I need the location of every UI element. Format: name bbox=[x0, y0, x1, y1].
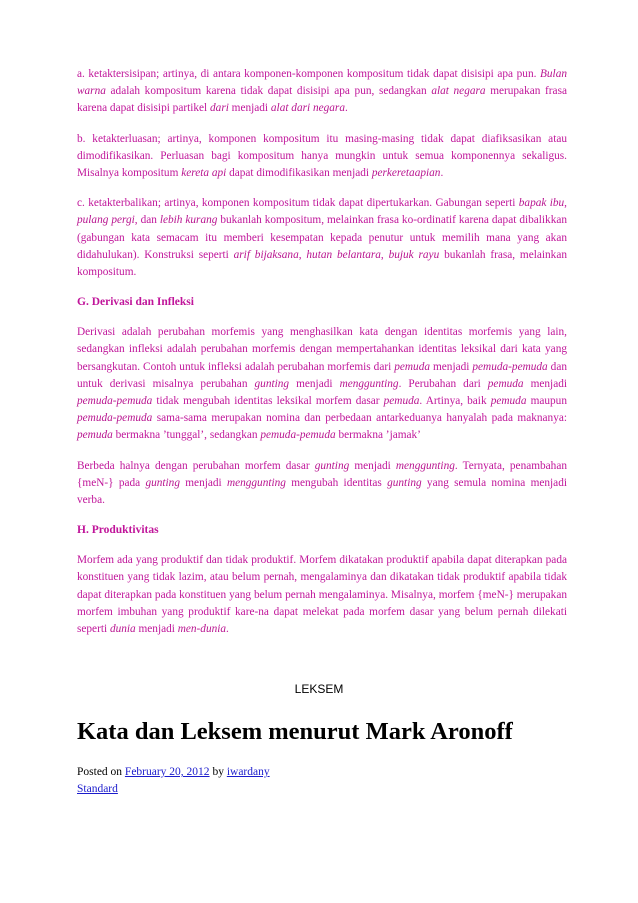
italic-term: menggunting bbox=[226, 476, 286, 489]
italic-term: pemuda bbox=[383, 395, 420, 408]
text-run: . bbox=[440, 167, 444, 180]
text-run: bermakna ’tunggal’, sedangkan bbox=[112, 429, 261, 442]
text-run: . Ternyata, penambahan {meN-} pada bbox=[77, 459, 567, 489]
italic-term: pemuda bbox=[77, 429, 113, 442]
text-run: yang semula nomina menjadi verba. bbox=[77, 476, 567, 507]
text-run: mengubah identitas bbox=[285, 476, 388, 489]
text-run: menjadi bbox=[135, 623, 178, 636]
section-heading: H. Produktivitas bbox=[77, 524, 159, 537]
text-run: , dan bbox=[134, 214, 160, 227]
italic-term: alat dari negara bbox=[270, 102, 345, 115]
text-run: bukanlah kompositum, melainkan frasa ko-ordinatif karena dapat dibalikkan (gabungan kata semacam itu memberi kesempatan kepada penutur untuk memilih mana yang akan didahulukan). Konstruksi seperti bbox=[77, 214, 568, 261]
section-heading: G. Derivasi dan Infleksi bbox=[77, 296, 194, 309]
post-format-link[interactable]: Standard bbox=[77, 783, 118, 795]
italic-term: pemuda-pemuda bbox=[260, 429, 336, 442]
italic-term: dari bbox=[210, 102, 229, 115]
paragraph bbox=[77, 552, 567, 638]
text-run: menjadi bbox=[179, 476, 227, 489]
italic-term: gunting bbox=[387, 476, 422, 489]
text-run: bermakna ’jamak’ bbox=[335, 429, 421, 442]
text-run: tidak mengubah identitas leksikal morfem dasar bbox=[152, 395, 384, 408]
text-run: . bbox=[344, 102, 348, 115]
italic-term: pemuda bbox=[490, 395, 527, 408]
by-label: by bbox=[209, 766, 227, 778]
text-run: , bbox=[380, 248, 389, 261]
italic-term: pulang pergi bbox=[77, 214, 135, 227]
text-run: Berbeda halnya dengan perubahan morfem dasar bbox=[77, 459, 315, 472]
text-run: . bbox=[226, 623, 229, 636]
text-run: . Perubahan dari bbox=[398, 377, 488, 390]
section-label: LEKSEM bbox=[294, 682, 344, 696]
document-body bbox=[77, 66, 567, 651]
text-run: dan untuk derivasi misalnya perubahan bbox=[77, 360, 567, 390]
italic-term: menggunting bbox=[339, 377, 399, 390]
text-run: menjadi bbox=[430, 360, 473, 373]
text-run: merupakan frasa karena dapat disisipi partikel bbox=[77, 85, 567, 115]
italic-term: dunia bbox=[109, 623, 136, 636]
text-run: , bbox=[564, 197, 567, 210]
text-run: sama-sama merupakan nomina dan perbedaan antarkeduanya hanyalah pada maknanya: bbox=[152, 412, 567, 425]
italic-term: menggunting bbox=[395, 459, 455, 472]
italic-term: pemuda-pemuda bbox=[77, 412, 153, 425]
post-title: Kata dan Leksem menurut Mark Aronoff bbox=[77, 718, 513, 745]
italic-term: pemuda bbox=[487, 377, 524, 390]
text-run: a. ketaktersisipan; artinya, di antara komponen-komponen kompositum tidak dapat disisipi apa pun. bbox=[77, 68, 540, 80]
italic-term: pemuda-pemuda bbox=[472, 360, 548, 373]
paragraph bbox=[77, 66, 567, 118]
italic-term: perkeretaapian bbox=[371, 167, 441, 180]
text-run: Derivasi adalah perubahan morfemis yang menghasilkan kata dengan identitas morfemis yang lain, sedangkan infleksi adalah perubahan morfemis dengan mempertahankan identitas leksikal dari kata yang bersangkutan. Contoh untuk infleksi adalah perubahan morfemis dari bbox=[77, 326, 567, 373]
italic-term: lebih kurang bbox=[159, 214, 218, 227]
italic-term: pemuda bbox=[394, 360, 431, 373]
author-link[interactable]: iwardany bbox=[226, 766, 270, 778]
italic-term: hutan belantara bbox=[306, 248, 381, 261]
text-run: dapat dimodifikasikan menjadi bbox=[226, 167, 372, 180]
italic-term: alat negara bbox=[431, 85, 486, 98]
text-run: menjadi bbox=[289, 377, 340, 390]
text-run: c. ketakterbalikan; artinya, komponen kompositum tidak dapat dipertukarkan. Gabungan seperti bbox=[77, 197, 519, 210]
paragraph bbox=[77, 458, 567, 510]
italic-term: kereta api bbox=[181, 167, 227, 180]
text-run: b. ketakterluasan; artinya, komponen kompositum itu masing-masing tidak dapat diafiksasikan atau dimodifikasikan. Perluasan bagi kompositum hanya mungkin untuk semua komponennya sekaligus. Misalnya kompositum bbox=[77, 132, 567, 180]
text-run: Morfem ada yang produktif dan tidak produktif. Morfem dikatakan produktif apabila dapat diterapkan pada konstituen yang tidak lazim, atau belum pernah, mengalaminya dan dikatakan tidak produktif apabila tidak dapat diterapkan pada konstituen yang belum pernah mengalaminya. Misalnya, morfem {meN-} merupakan morfem imbuhan yang produktif kare-na dapat melekat pada morfem dasar yang belum pernah dilekati seperti bbox=[77, 554, 567, 636]
italic-term: men-dunia bbox=[177, 623, 227, 636]
posted-on-label: Posted on bbox=[77, 766, 125, 778]
text-run: , bbox=[298, 248, 307, 261]
paragraph bbox=[77, 195, 567, 281]
italic-term: bapak ibu bbox=[518, 197, 565, 210]
post-meta bbox=[77, 764, 270, 798]
italic-term: arif bijaksana bbox=[233, 248, 299, 261]
italic-term: bujuk rayu bbox=[388, 248, 440, 261]
italic-term: gunting bbox=[145, 476, 180, 489]
italic-term: pemuda-pemuda bbox=[77, 395, 153, 408]
post-date-link[interactable]: February 20, 2012 bbox=[124, 766, 210, 778]
text-run: bukanlah frasa, melainkan kompositum. bbox=[77, 248, 567, 279]
text-run: maupun bbox=[526, 395, 567, 408]
text-run: menjadi bbox=[349, 459, 396, 472]
text-run: menjadi bbox=[228, 102, 271, 115]
italic-term: Bulan warna bbox=[77, 68, 567, 98]
text-run: adalah kompositum karena tidak dapat disisipi apa pun, sedangkan bbox=[105, 85, 432, 98]
paragraph bbox=[77, 324, 567, 444]
text-run: menjadi bbox=[523, 377, 568, 390]
paragraph bbox=[77, 131, 567, 183]
italic-term: gunting bbox=[254, 377, 290, 390]
italic-term: gunting bbox=[314, 459, 350, 472]
text-run: . Artinya, baik bbox=[419, 395, 491, 408]
